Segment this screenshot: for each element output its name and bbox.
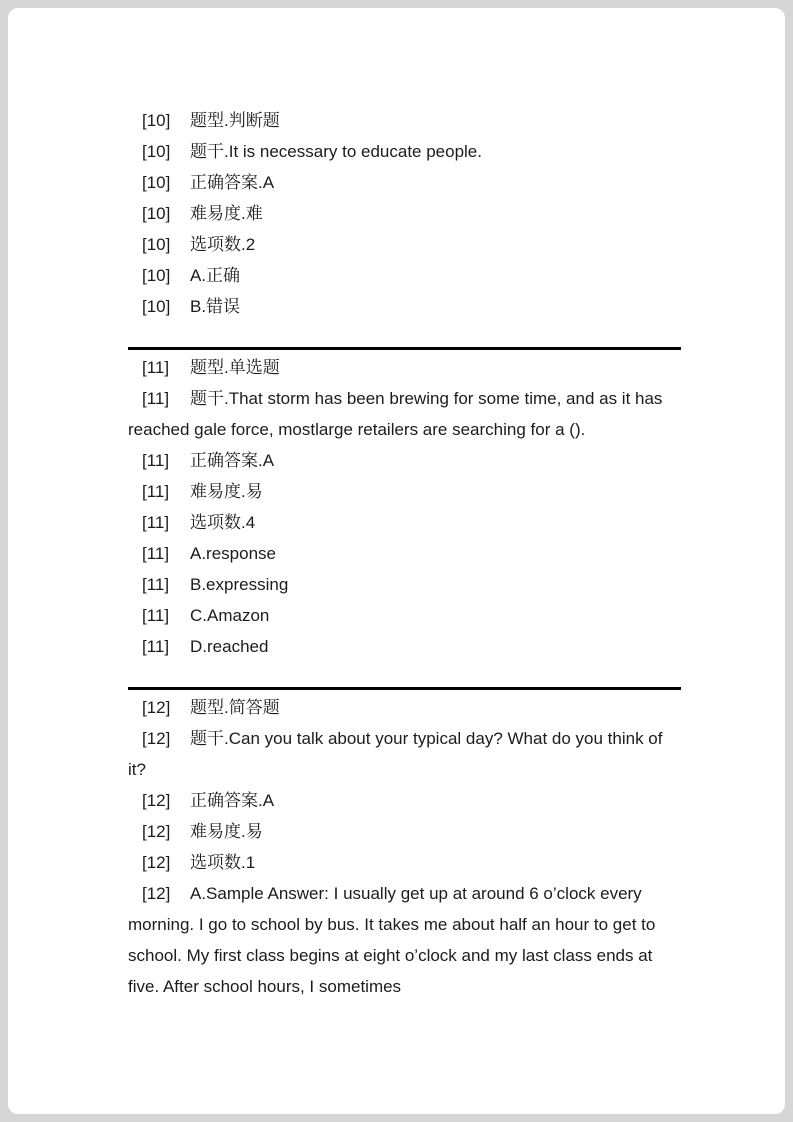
entry-text: B.expressing bbox=[190, 575, 289, 594]
question-block-11 bbox=[128, 352, 681, 662]
entry-tag: [11] bbox=[142, 606, 170, 625]
entry-line bbox=[128, 260, 681, 291]
entry-tag: [11] bbox=[142, 513, 170, 532]
entry-line bbox=[128, 198, 681, 229]
entry-tag: [10] bbox=[142, 204, 171, 223]
entry-line bbox=[128, 445, 681, 476]
entry-tag: [12] bbox=[142, 822, 171, 841]
entry-text: 正确答案.A bbox=[190, 451, 275, 470]
entry-line bbox=[128, 569, 681, 600]
entry-tag: [11] bbox=[142, 637, 170, 656]
document-page bbox=[8, 8, 785, 1114]
section-divider bbox=[128, 347, 681, 350]
entry-line bbox=[128, 600, 681, 631]
entry-text: 难易度.难 bbox=[190, 204, 263, 223]
entry-line bbox=[128, 383, 681, 445]
question-block-12 bbox=[128, 692, 681, 1002]
entry-line bbox=[128, 631, 681, 662]
entry-text: 题干.That storm has been brewing for some time, and as it has reached gale force, mostlarge retailers are searching for a (). bbox=[128, 389, 663, 439]
entry-tag: [11] bbox=[142, 482, 170, 501]
entry-line bbox=[128, 291, 681, 322]
entry-tag: [12] bbox=[142, 729, 171, 748]
entry-text: C.Amazon bbox=[190, 606, 270, 625]
entry-text: 难易度.易 bbox=[190, 822, 263, 841]
entry-tag: [12] bbox=[142, 698, 171, 717]
entry-text: 正确答案.A bbox=[190, 791, 275, 810]
entry-line bbox=[128, 785, 681, 816]
entry-line bbox=[128, 167, 681, 198]
entry-tag: [10] bbox=[142, 266, 171, 285]
entry-text: A.正确 bbox=[190, 266, 241, 285]
entry-text: 题干.It is necessary to educate people. bbox=[190, 142, 482, 161]
entry-line bbox=[128, 816, 681, 847]
entry-line bbox=[128, 352, 681, 383]
entry-text: A.response bbox=[190, 544, 276, 563]
entry-text: 选项数.4 bbox=[190, 513, 256, 532]
entry-line bbox=[128, 229, 681, 260]
entry-line bbox=[128, 847, 681, 878]
entry-tag: [12] bbox=[142, 884, 171, 903]
question-block-10 bbox=[128, 105, 681, 322]
entry-text: 题型.简答题 bbox=[190, 698, 280, 717]
entry-text: 选项数.1 bbox=[190, 853, 256, 872]
entry-tag: [10] bbox=[142, 111, 171, 130]
entry-tag: [11] bbox=[142, 575, 170, 594]
entry-tag: [12] bbox=[142, 853, 171, 872]
entry-line bbox=[128, 692, 681, 723]
entry-tag: [11] bbox=[142, 451, 170, 470]
entry-text: B.错误 bbox=[190, 297, 241, 316]
entry-tag: [10] bbox=[142, 297, 171, 316]
entry-text: 题型.判断题 bbox=[190, 111, 280, 130]
entry-text: 选项数.2 bbox=[190, 235, 256, 254]
entry-line bbox=[128, 105, 681, 136]
entry-tag: [10] bbox=[142, 142, 171, 161]
entry-line bbox=[128, 507, 681, 538]
entry-text: D.reached bbox=[190, 637, 269, 656]
entry-text: 正确答案.A bbox=[190, 173, 275, 192]
entry-text: 题干.Can you talk about your typical day? What do you think of it? bbox=[128, 729, 663, 779]
entry-line bbox=[128, 476, 681, 507]
entry-tag: [11] bbox=[142, 389, 170, 408]
entry-tag: [11] bbox=[142, 544, 170, 563]
entry-line bbox=[128, 136, 681, 167]
entry-text: 难易度.易 bbox=[190, 482, 263, 501]
entry-tag: [10] bbox=[142, 173, 171, 192]
entry-text: 题型.单选题 bbox=[190, 358, 280, 377]
entry-tag: [12] bbox=[142, 791, 171, 810]
entry-line bbox=[128, 878, 681, 1002]
entry-line bbox=[128, 538, 681, 569]
document-content bbox=[128, 105, 681, 1002]
entry-tag: [10] bbox=[142, 235, 171, 254]
entry-text: A.Sample Answer: I usually get up at around 6 o’clock every morning. I go to school by bus. It takes me about half an hour to get to school. My first class begins at eight o’clock and my last class ends at five. After school hours, I sometimes bbox=[128, 884, 656, 996]
section-divider bbox=[128, 687, 681, 690]
entry-tag: [11] bbox=[142, 358, 170, 377]
entry-line bbox=[128, 723, 681, 785]
